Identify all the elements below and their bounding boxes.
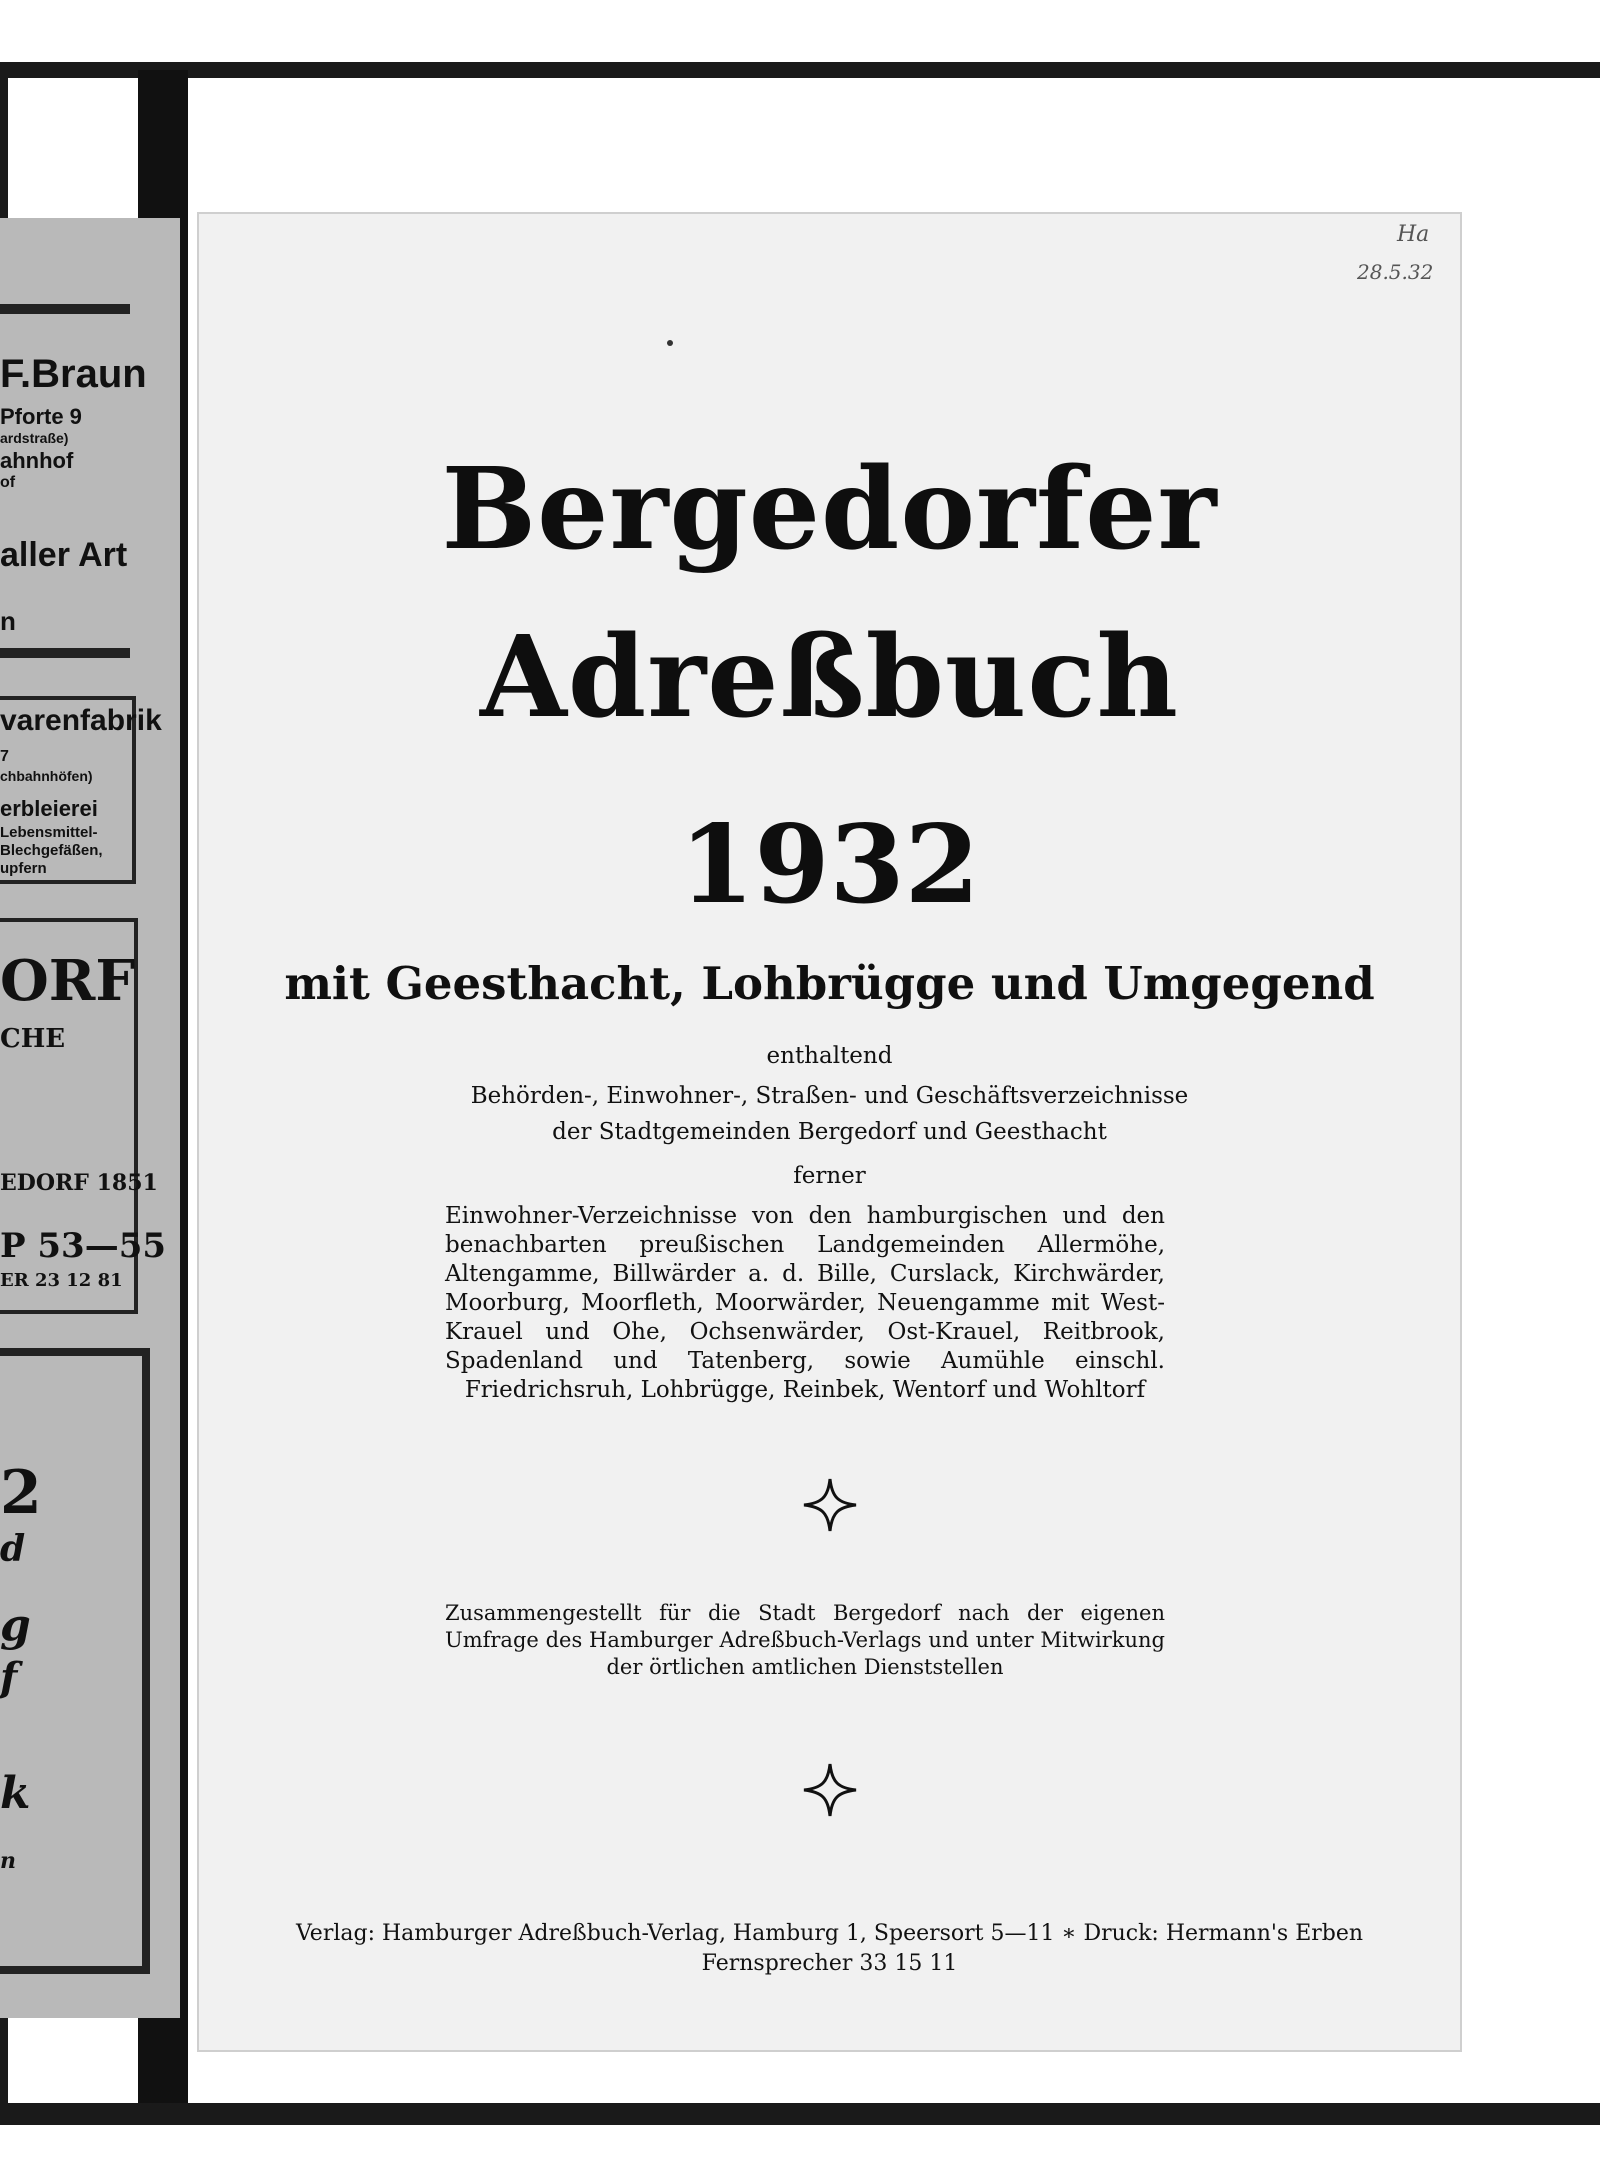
ad-text: Blechgefäßen, [0,842,103,859]
divider [0,304,130,314]
ad-text: F.Braun [0,352,147,396]
contents-line-2: der Stadtgemeinden Bergedorf und Geesthacht [552,1119,1107,1145]
scan-frame-top [0,62,1600,78]
ad-text: varenfabrik [0,704,162,737]
ad-text: EDORF 1851 [0,1170,158,1196]
ad-text: CHE [0,1024,66,1054]
title-year: 1932 [679,802,980,928]
previous-page-fragment [0,218,180,2018]
contents-ferner: ferner [793,1163,866,1189]
contents-line-1: Behörden-, Einwohner-, Straßen- und Geschäftsverzeichnisse [470,1083,1189,1109]
star-ornament-icon [802,1477,858,1533]
ad-text: Pforte 9 [0,404,82,429]
scan-frame-bottom [0,2103,1600,2125]
compiled-by-note: Zusammengestellt für die Stadt Bergedorf nach der eigenen Umfrage des Hamburger Adreßbuch-Verlags und unter Mitwirkung der örtlichen amtlichen Dienststellen [445,1601,1165,1679]
ad-text: f [0,1654,18,1701]
ad-text: of [0,474,16,491]
contents-paragraph: Einwohner-Verzeichnisse von den hamburgischen und den benachbarten preußischen Landgemeinden Allermöhe, Altengamme, Billwärder a. d. Bille, Curslack, Kirchwärder, Moorburg, Moorfleth, Moorwärder, Neuengamme mit West-Krauel und Ohe, Ochsenwärder, Ost-Krauel, Reitbrook, Spadenland und Tatenberg, sowie Aumühle einschl. Friedrichsruh, Lohbrügge, Reinbek, Wentorf und Wohltorf [445,1203,1165,1403]
ad-text: erbleierei [0,796,98,821]
ad-text: aller Art [0,536,128,574]
subtitle: mit Geesthacht, Lohbrügge und Umgegend [284,957,1375,1010]
phone-line: Fernsprecher 33 15 11 [701,1951,958,1976]
specks [667,340,673,346]
ad-text: ahnhof [0,448,74,473]
ad-text: chbahnhöfen) [0,768,93,784]
handwritten-annotation: Ha [1397,222,1430,247]
ad-text: g [0,1600,31,1651]
ad-text: 7 [0,748,9,765]
ad-text: ORF [0,948,136,1014]
ad-text: upfern [0,860,47,877]
title-line-1: Bergedorfer [441,444,1218,575]
handwritten-date: 28.5.32 [1357,260,1434,284]
ad-box [0,1348,150,1974]
ad-text: k [0,1768,31,1819]
ad-text: Lebensmittel- [0,824,98,841]
ad-text: n [0,606,16,636]
ad-text: P 53—55 [0,1226,167,1266]
ad-text: 2 [0,1458,42,1528]
ad-text: ER 23 12 81 [0,1270,123,1291]
title-line-2: Adreßbuch [480,612,1179,743]
ad-text: ardstraße) [0,430,69,446]
title-page [197,212,1462,2052]
ad-text: d [0,1528,26,1570]
divider [0,648,130,658]
star-ornament-icon [802,1762,858,1818]
ad-text: n [0,1848,16,1874]
contents-intro: enthaltend [766,1043,893,1069]
publisher-line: Verlag: Hamburger Adreßbuch-Verlag, Hamburg 1, Speersort 5—11 ∗ Druck: Hermann's Erben [295,1921,1364,1946]
